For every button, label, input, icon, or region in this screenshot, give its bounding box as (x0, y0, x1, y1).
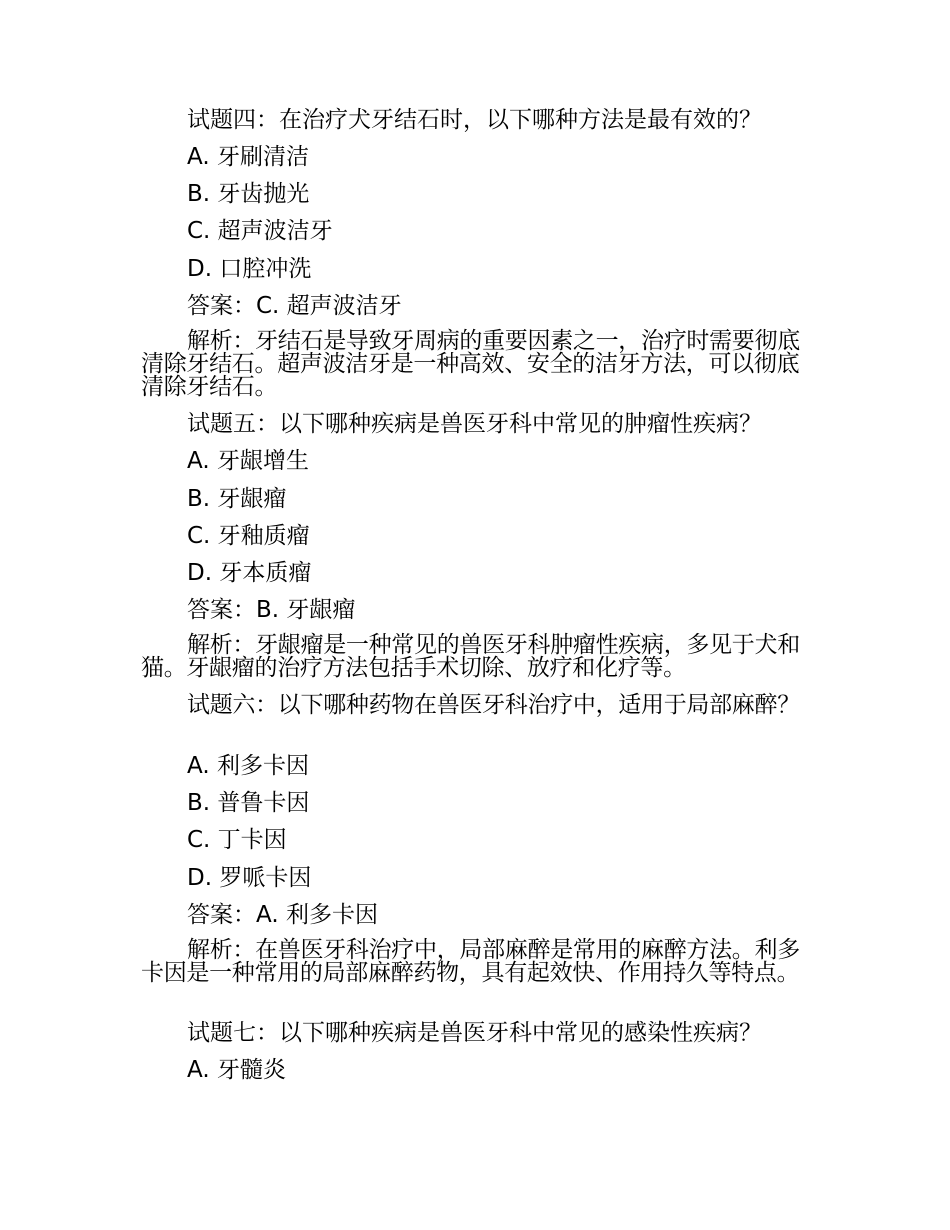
q6-option-c: C. 丁卡因 (187, 827, 287, 853)
q6-answer: 答案：A. 利多卡因 (187, 902, 378, 928)
q5-option-c: C. 牙釉质瘤 (187, 523, 310, 549)
question-4: 试题四：在治疗犬牙结石时，以下哪种方法是最有效的？ (187, 107, 762, 133)
q6-option-a: A. 利多卡因 (187, 753, 309, 779)
q6-analysis: 解析：在兽医牙科治疗中，局部麻醉是常用的麻醉方法。利多卡因是一种常用的局部麻醉药物，具有起效快、作用持久等特点。 (141, 937, 800, 986)
q4-analysis: 解析：牙结石是导致牙周病的重要因素之一，治疗时需要彻底清除牙结石。超声波洁牙是一种高效、安全的洁牙方法，可以彻底清除牙结石。 (141, 328, 800, 400)
q4-answer: 答案：C. 超声波洁牙 (187, 293, 402, 319)
q5-answer: 答案：B. 牙龈瘤 (187, 597, 356, 623)
q6-option-b: B. 普鲁卡因 (187, 790, 310, 816)
q5-option-d: D. 牙本质瘤 (187, 560, 312, 586)
q5-analysis: 解析：牙龈瘤是一种常见的兽医牙科肿瘤性疾病，多见于犬和猫。牙龈瘤的治疗方法包括手术切除、放疗和化疗等。 (141, 632, 800, 681)
question-5: 试题五：以下哪种疾病是兽医牙科中常见的肿瘤性疾病？ (187, 411, 762, 437)
q6-option-d: D. 罗哌卡因 (187, 865, 312, 891)
question-7: 试题七：以下哪种疾病是兽医牙科中常见的感染性疾病？ (187, 1020, 762, 1046)
q4-option-a: A. 牙刷清洁 (187, 144, 309, 170)
question-6: 试题六：以下哪种药物在兽医牙科治疗中，适用于局部麻醉？ (187, 692, 800, 718)
q4-option-b: B. 牙齿抛光 (187, 181, 310, 207)
q5-option-b: B. 牙龈瘤 (187, 486, 287, 512)
q4-option-c: C. 超声波洁牙 (187, 218, 333, 244)
q4-option-d: D. 口腔冲洗 (187, 256, 312, 282)
q5-option-a: A. 牙龈增生 (187, 448, 309, 474)
q7-option-a: A. 牙髓炎 (187, 1057, 286, 1083)
